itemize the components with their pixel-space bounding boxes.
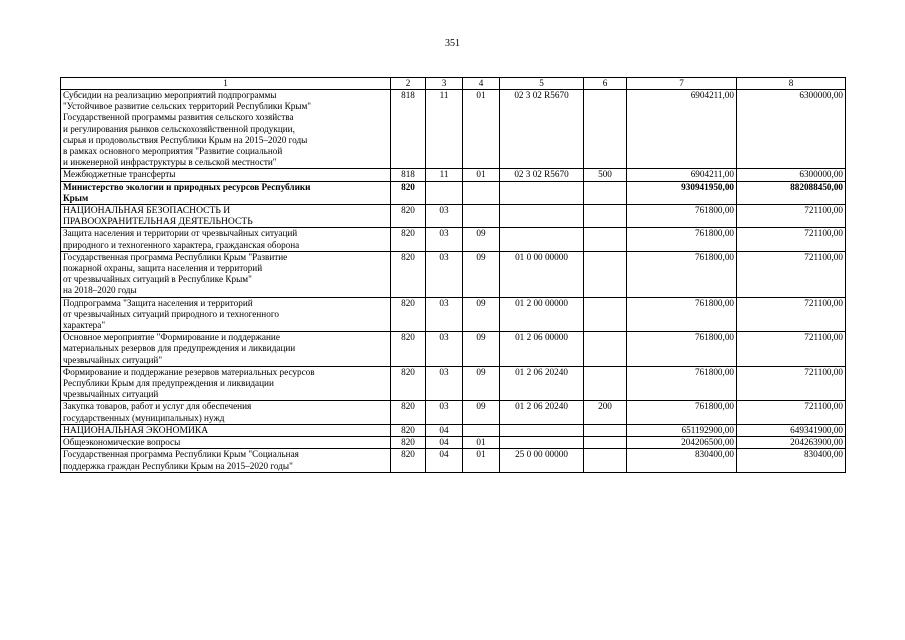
target-article-cell <box>500 205 584 228</box>
subsection-cell <box>463 205 500 228</box>
amount-2019-cell: 761800,00 <box>627 366 737 401</box>
expense-type-cell <box>584 228 627 251</box>
target-article-cell: 25 0 00 00000 <box>500 449 584 472</box>
table-row <box>61 401 846 424</box>
target-article-cell <box>500 181 584 204</box>
table-row <box>61 424 846 436</box>
column-number-row <box>61 78 846 90</box>
section-cell <box>426 181 463 204</box>
section-cell: 04 <box>426 449 463 472</box>
row-name-cell: Подпрограмма "Защита населения и территорий от чрезвычайных ситуаций природного и техногенного характера" <box>61 297 391 332</box>
amount-2020-cell: 649341900,00 <box>737 424 846 436</box>
table-row <box>61 437 846 449</box>
column-header: 4 <box>463 78 500 90</box>
section-cell: 04 <box>426 424 463 436</box>
subsection-cell: 01 <box>463 449 500 472</box>
column-header: 5 <box>500 78 584 90</box>
budget-table <box>60 77 846 473</box>
row-name-cell: Основное мероприятие "Формирование и поддержание материальных резервов для предупреждения и ликвидации чрезвычайных ситуаций" <box>61 332 391 367</box>
row-name-cell: Межбюджетные трансферты <box>61 169 391 181</box>
expense-type-cell <box>584 90 627 169</box>
subsection-cell <box>463 424 500 436</box>
amount-2019-cell: 930941950,00 <box>627 181 737 204</box>
amount-2019-cell: 651192900,00 <box>627 424 737 436</box>
amount-2019-cell: 830400,00 <box>627 449 737 472</box>
admin-code-cell: 820 <box>391 251 426 297</box>
subsection-cell: 01 <box>463 169 500 181</box>
table-row <box>61 169 846 181</box>
column-header: 7 <box>627 78 737 90</box>
table-row <box>61 251 846 297</box>
amount-2020-cell: 6300000,00 <box>737 90 846 169</box>
subsection-cell: 09 <box>463 228 500 251</box>
table-row <box>61 449 846 472</box>
page-number: 351 <box>445 38 460 49</box>
row-name-cell: Государственная программа Республики Крым "Социальная поддержка граждан Республики Крым на 2015–2020 годы" <box>61 449 391 472</box>
amount-2019-cell: 6904211,00 <box>627 90 737 169</box>
row-name-cell: НАЦИОНАЛЬНАЯ ЭКОНОМИКА <box>61 424 391 436</box>
table-row <box>61 228 846 251</box>
amount-2020-cell: 204263900,00 <box>737 437 846 449</box>
section-cell: 03 <box>426 297 463 332</box>
amount-2020-cell: 721100,00 <box>737 332 846 367</box>
target-article-cell: 02 3 02 R5670 <box>500 90 584 169</box>
subsection-cell <box>463 181 500 204</box>
expense-type-cell <box>584 437 627 449</box>
admin-code-cell: 820 <box>391 205 426 228</box>
table-row <box>61 181 846 204</box>
subsection-cell: 01 <box>463 90 500 169</box>
subsection-cell: 09 <box>463 401 500 424</box>
row-name-cell: Общеэкономические вопросы <box>61 437 391 449</box>
row-name-cell: НАЦИОНАЛЬНАЯ БЕЗОПАСНОСТЬ И ПРАВООХРАНИТЕЛЬНАЯ ДЕЯТЕЛЬНОСТЬ <box>61 205 391 228</box>
amount-2019-cell: 761800,00 <box>627 228 737 251</box>
admin-code-cell: 820 <box>391 424 426 436</box>
target-article-cell: 01 2 06 20240 <box>500 366 584 401</box>
table-row <box>61 205 846 228</box>
expense-type-cell: 500 <box>584 169 627 181</box>
admin-code-cell: 820 <box>391 366 426 401</box>
section-cell: 03 <box>426 205 463 228</box>
table-body <box>61 90 846 473</box>
amount-2020-cell: 721100,00 <box>737 366 846 401</box>
amount-2020-cell: 721100,00 <box>737 297 846 332</box>
expense-type-cell <box>584 205 627 228</box>
admin-code-cell: 820 <box>391 332 426 367</box>
column-header: 6 <box>584 78 627 90</box>
target-article-cell: 02 3 02 R5670 <box>500 169 584 181</box>
table-row <box>61 90 846 169</box>
amount-2020-cell: 721100,00 <box>737 251 846 297</box>
expense-type-cell <box>584 251 627 297</box>
admin-code-cell: 820 <box>391 181 426 204</box>
expense-type-cell <box>584 181 627 204</box>
table-row <box>61 297 846 332</box>
admin-code-cell: 818 <box>391 169 426 181</box>
subsection-cell: 09 <box>463 297 500 332</box>
expense-type-cell <box>584 424 627 436</box>
table-row <box>61 366 846 401</box>
target-article-cell <box>500 228 584 251</box>
column-header: 1 <box>61 78 391 90</box>
amount-2019-cell: 761800,00 <box>627 401 737 424</box>
amount-2020-cell: 721100,00 <box>737 401 846 424</box>
table-row <box>61 332 846 367</box>
target-article-cell: 01 2 00 00000 <box>500 297 584 332</box>
admin-code-cell: 820 <box>391 228 426 251</box>
amount-2020-cell: 721100,00 <box>737 228 846 251</box>
amount-2019-cell: 6904211,00 <box>627 169 737 181</box>
column-header: 3 <box>426 78 463 90</box>
subsection-cell: 09 <box>463 251 500 297</box>
row-name-cell: Государственная программа Республики Крым "Развитие пожарной охраны, защита населения и территорий от чрезвычайных ситуаций в Республике Крым" на 2018–2020 годы <box>61 251 391 297</box>
amount-2019-cell: 761800,00 <box>627 251 737 297</box>
expense-type-cell <box>584 332 627 367</box>
section-cell: 03 <box>426 366 463 401</box>
row-name-cell: Формирование и поддержание резервов материальных ресурсов Республики Крым для предупреждения и ликвидации чрезвычайных ситуаций <box>61 366 391 401</box>
amount-2020-cell: 882088450,00 <box>737 181 846 204</box>
amount-2019-cell: 204206500,00 <box>627 437 737 449</box>
admin-code-cell: 818 <box>391 90 426 169</box>
column-header: 2 <box>391 78 426 90</box>
admin-code-cell: 820 <box>391 297 426 332</box>
section-cell: 03 <box>426 251 463 297</box>
amount-2019-cell: 761800,00 <box>627 332 737 367</box>
section-cell: 11 <box>426 169 463 181</box>
subsection-cell: 09 <box>463 332 500 367</box>
amount-2019-cell: 761800,00 <box>627 297 737 332</box>
amount-2020-cell: 721100,00 <box>737 205 846 228</box>
expense-type-cell <box>584 366 627 401</box>
column-header: 8 <box>737 78 846 90</box>
expense-type-cell <box>584 297 627 332</box>
section-cell: 11 <box>426 90 463 169</box>
row-name-cell: Закупка товаров, работ и услуг для обеспечения государственных (муниципальных) нужд <box>61 401 391 424</box>
target-article-cell <box>500 437 584 449</box>
expense-type-cell <box>584 449 627 472</box>
amount-2020-cell: 6300000,00 <box>737 169 846 181</box>
admin-code-cell: 820 <box>391 449 426 472</box>
target-article-cell: 01 0 00 00000 <box>500 251 584 297</box>
row-name-cell: Министерство экологии и природных ресурсов Республики Крым <box>61 181 391 204</box>
section-cell: 03 <box>426 228 463 251</box>
row-name-cell: Субсидии на реализацию мероприятий подпрограммы "Устойчивое развитие сельских территорий Республики Крым" Государственной программы развития сельского хозяйства и регулирования рынков сельскохозяйственной продукции, сырья и продовольствия Республики Крым на 2015–2020 годы в рамках основного мероприятия "Развитие социальной и инженерной инфраструктуры в сельской местности" <box>61 90 391 169</box>
section-cell: 03 <box>426 332 463 367</box>
amount-2020-cell: 830400,00 <box>737 449 846 472</box>
subsection-cell: 09 <box>463 366 500 401</box>
admin-code-cell: 820 <box>391 401 426 424</box>
target-article-cell <box>500 424 584 436</box>
row-name-cell: Защита населения и территории от чрезвычайных ситуаций природного и техногенного характера, гражданская оборона <box>61 228 391 251</box>
amount-2019-cell: 761800,00 <box>627 205 737 228</box>
target-article-cell: 01 2 06 00000 <box>500 332 584 367</box>
section-cell: 04 <box>426 437 463 449</box>
section-cell: 03 <box>426 401 463 424</box>
target-article-cell: 01 2 06 20240 <box>500 401 584 424</box>
subsection-cell: 01 <box>463 437 500 449</box>
admin-code-cell: 820 <box>391 437 426 449</box>
expense-type-cell: 200 <box>584 401 627 424</box>
